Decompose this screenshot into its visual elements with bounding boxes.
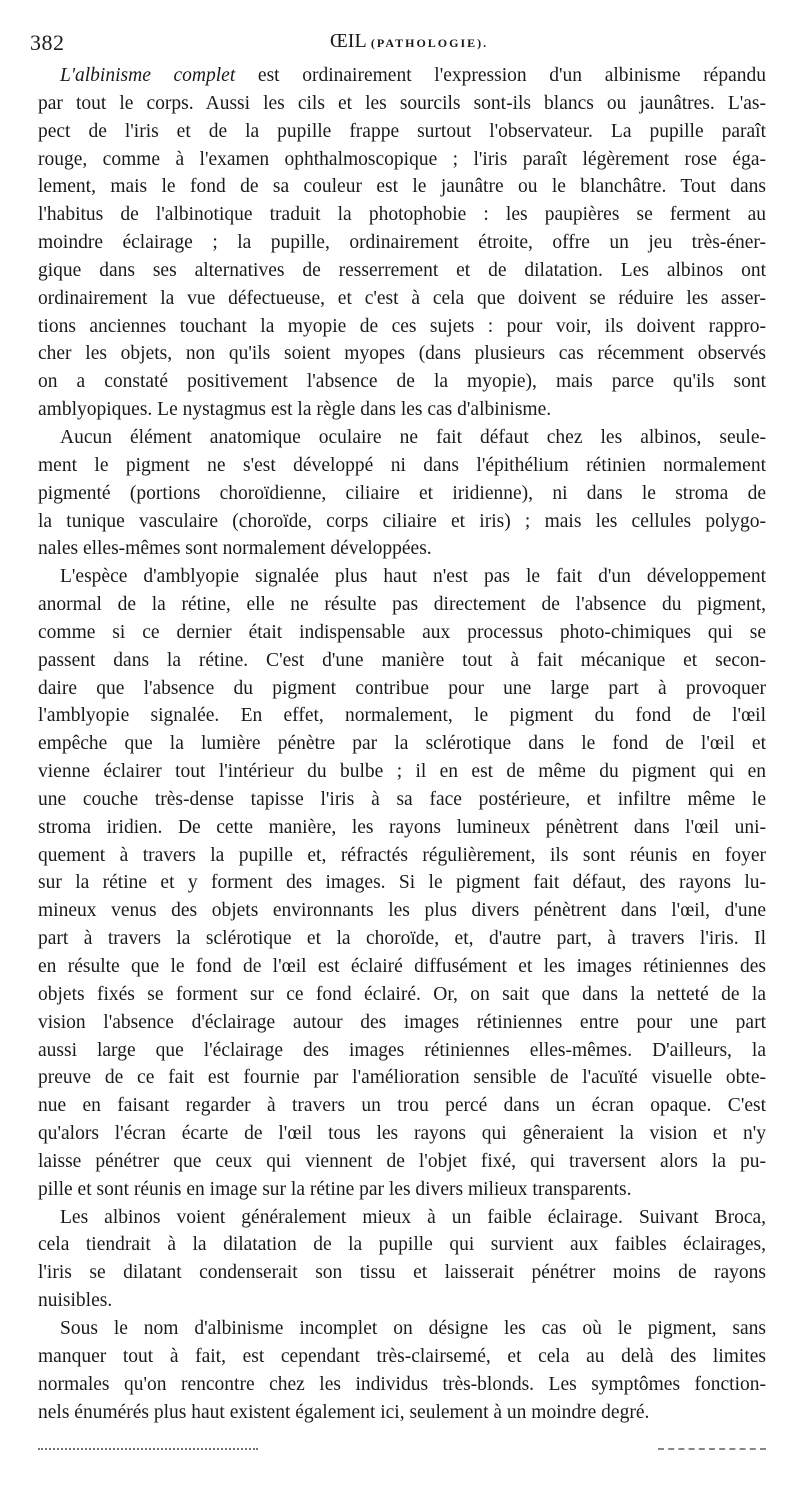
text-line: preuve de ce fait est fournie par l'amélioration sensible de l'acuïté visuelle obte-: [38, 1067, 766, 1089]
text-line: objets fixés se forment sur ce fond éclairé. Or, on sait que dans la netteté de la: [38, 983, 766, 1005]
text-line: vienne éclairer tout l'intérieur du bulbe ; il en est de même du pigment qui en: [38, 761, 766, 783]
italic-term: L'albinisme complet: [60, 65, 236, 86]
text-line: nue en faisant regarder à travers un trou percé dans un écran opaque. C'est: [38, 1095, 766, 1117]
text-line-rest: est ordinairement l'expression d'un albinisme répandu: [235, 65, 766, 86]
footer-dotted-rule-left: [38, 1448, 258, 1450]
text-line: on a constaté positivement l'absence de la myopie), mais parce qu'ils sont: [38, 371, 766, 393]
text-line: l'iris se dilatant condenserait son tissu et laisserait pénétrer moins de rayons: [38, 1262, 766, 1284]
text-line: ordinairement la vue défectueuse, et c'est à cela que doivent se réduire les asser-: [38, 287, 766, 309]
page-number: 382: [30, 30, 65, 55]
text-line: empêche que la lumière pénètre par la sclérotique dans le fond de l'œil et: [38, 733, 766, 755]
text-line: L'espèce d'amblyopie signalée plus haut n'est pas le fait d'un développement: [60, 566, 766, 588]
text-line: tions anciennes touchant la myopie de ces sujets : pour voir, ils doivent rappro-: [38, 315, 766, 337]
text-line: daire que l'absence du pigment contribue pour une large part à provoquer: [38, 677, 766, 699]
text-line: passent dans la rétine. C'est d'une manière tout à fait mécanique et secon-: [38, 649, 766, 671]
text-line: laisse pénétrer que ceux qui viennent de l'objet fixé, qui traversent alors la pu-: [38, 1150, 766, 1172]
body-text: [38, 62, 766, 1426]
text-line: sur la rétine et y forment des images. Si le pigment fait défaut, des rayons lu-: [38, 872, 766, 894]
text-line: l'amblyopie signalée. En effet, normalement, le pigment du fond de l'œil: [38, 705, 766, 727]
text-line: mineux venus des objets environnants les plus divers pénètrent dans l'œil, d'une: [38, 900, 766, 922]
text-line: Sous le nom d'albinisme incomplet on désigne les cas où le pigment, sans: [60, 1317, 766, 1339]
text-line: part à travers la sclérotique et la choroïde, et, d'autre part, à travers l'iris. Il: [38, 928, 766, 950]
text-line: nuisibles.: [38, 1290, 113, 1312]
text-line: Les albinos voient généralement mieux à un faible éclairage. Suivant Broca,: [60, 1206, 766, 1228]
text-line: pille et sont réunis en image sur la rétine par les divers milieux transparents.: [38, 1178, 632, 1200]
text-line: nales elles-mêmes sont normalement développées.: [38, 538, 432, 560]
text-line: en résulte que le fond de l'œil est éclairé diffusément et les images rétiniennes des: [38, 956, 766, 977]
page-header: [30, 30, 770, 62]
text-line: aussi large que l'éclairage des images rétiniennes elles-mêmes. D'ailleurs, la: [38, 1039, 766, 1061]
text-line: normales qu'on rencontre chez les individus très-blonds. Les symptômes fonction-: [38, 1373, 766, 1395]
text-line: nels énumérés plus haut existent également ici, seulement à un moindre degré.: [38, 1401, 650, 1423]
text-line: une couche très-dense tapisse l'iris à sa face postérieure, et infiltre même le: [38, 788, 766, 810]
text-line: anormal de la rétine, elle ne résulte pas directement de l'absence du pigment,: [38, 594, 766, 616]
text-line: manquer tout à fait, est cependant très-clairsemé, et cela au delà des limites: [38, 1345, 766, 1367]
text-line: pect de l'iris et de la pupille frappe surtout l'observateur. La pupille paraît: [38, 120, 766, 142]
text-line: cher les objets, non qu'ils soient myopes (dans plusieurs cas récemment observés: [38, 343, 766, 365]
text-line: gique dans ses alternatives de resserrement et de dilatation. Les albinos ont: [38, 259, 766, 281]
text-line: quement à travers la pupille et, réfractés régulièrement, ils sont réunis en foyer: [38, 844, 766, 866]
text-line: stroma iridien. De cette manière, les rayons lumineux pénètrent dans l'œil uni-: [38, 816, 766, 838]
text-line: lement, mais le fond de sa couleur est le jaunâtre ou le blanchâtre. Tout dans: [38, 176, 766, 198]
footer-dotted-rule-right: [658, 1448, 766, 1450]
text-line: rouge, comme à l'examen ophthalmoscopique ; l'iris paraît légèrement rose éga-: [38, 148, 766, 170]
running-head: [330, 30, 488, 53]
running-head-title: ŒIL: [330, 30, 366, 52]
text-line: comme si ce dernier était indispensable aux processus photo-chimiques qui se: [38, 621, 766, 643]
footer-rule: [38, 1448, 766, 1452]
text-line: pigmenté (portions choroïdienne, ciliaire et iridienne), ni dans le stroma de: [38, 482, 766, 504]
text-line: la tunique vasculaire (choroïde, corps ciliaire et iris) ; mais les cellules polygo-: [38, 510, 766, 532]
text-line: cela tiendrait à la dilatation de la pupille qui survient aux faibles éclairages,: [38, 1234, 766, 1256]
text-line: qu'alors l'écran écarte de l'œil tous les rayons qui gêneraient la vision et n'y: [38, 1123, 766, 1145]
text-line: [38, 62, 766, 90]
text-line: l'habitus de l'albinotique traduit la photophobie : les paupières se ferment au: [38, 204, 766, 226]
text-line: par tout le corps. Aussi les cils et les sourcils sont-ils blancs ou jaunâtres. L'as-: [38, 92, 766, 114]
text-line: ment le pigment ne s'est développé ni dans l'épithélium rétinien normalement: [38, 454, 766, 476]
text-line: Aucun élément anatomique oculaire ne fait défaut chez les albinos, seule-: [60, 426, 766, 448]
text-line: amblyopiques. Le nystagmus est la règle dans les cas d'albinisme.: [38, 399, 552, 421]
text-line: moindre éclairage ; la pupille, ordinairement étroite, offre un jeu très-éner-: [38, 232, 766, 254]
running-head-subtitle: (PATHOLOGIE).: [370, 36, 489, 50]
text-line: vision l'absence d'éclairage autour des images rétiniennes entre pour une part: [38, 1011, 766, 1033]
